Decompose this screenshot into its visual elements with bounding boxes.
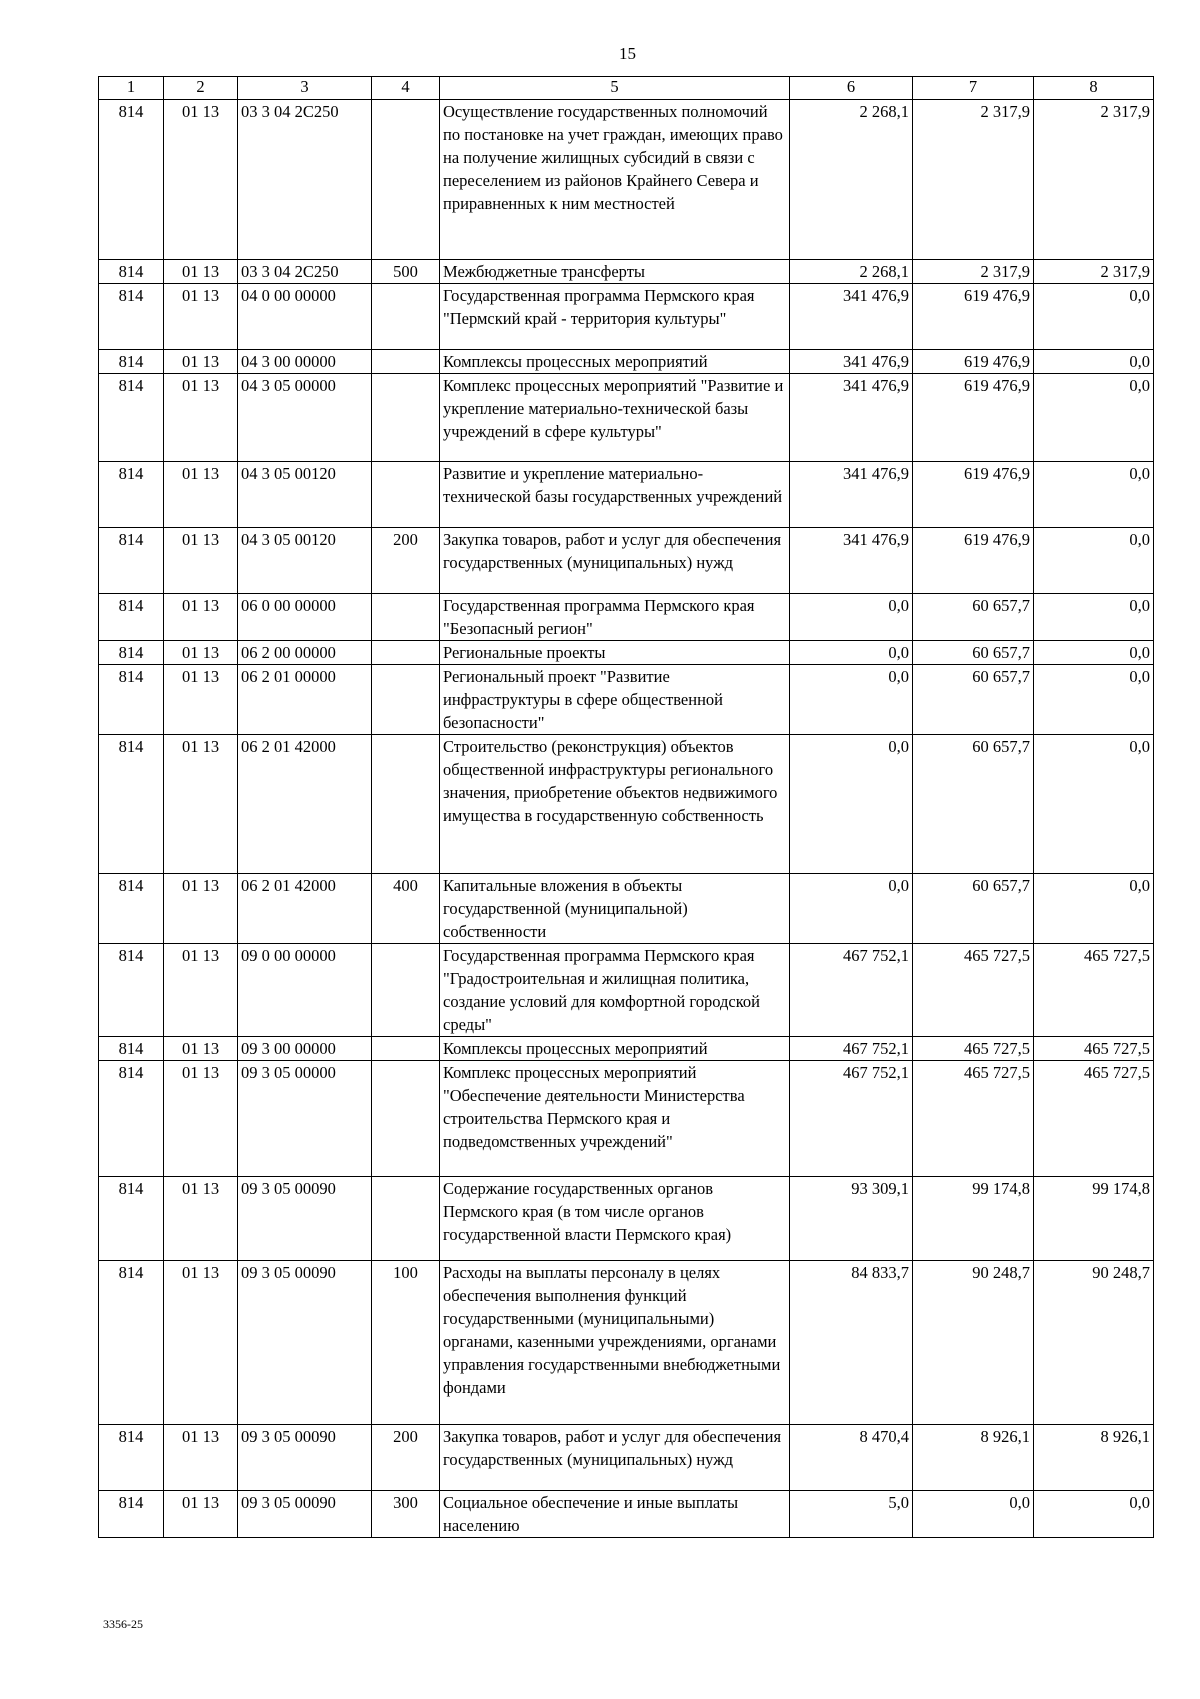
amount-col8: 0,0	[1034, 374, 1154, 462]
amount-col6: 467 752,1	[790, 944, 913, 1037]
item-name: Осуществление государственных полномочий по постановке на учет граждан, имеющих право на получение жилищных субсидий в связи с переселением из районов Крайнего Севера и приравненных к ним местностей	[440, 100, 790, 260]
table-row	[99, 735, 1154, 874]
budget-code: 814	[99, 260, 164, 284]
table-row	[99, 1177, 1154, 1261]
expense-type-code	[372, 641, 440, 665]
amount-col8: 0,0	[1034, 874, 1154, 944]
item-name: Капитальные вложения в объекты государственной (муниципальной) собственности	[440, 874, 790, 944]
expense-type-code	[372, 1037, 440, 1061]
expense-type-code	[372, 1061, 440, 1177]
section-code: 01 13	[164, 874, 238, 944]
section-code: 01 13	[164, 665, 238, 735]
budget-code: 814	[99, 1491, 164, 1538]
table-row	[99, 594, 1154, 641]
item-name: Закупка товаров, работ и услуг для обеспечения государственных (муниципальных) нужд	[440, 1425, 790, 1491]
budget-code: 814	[99, 374, 164, 462]
expense-type-code	[372, 735, 440, 874]
amount-col6: 5,0	[790, 1491, 913, 1538]
amount-col8: 0,0	[1034, 462, 1154, 528]
page-number: 15	[619, 44, 636, 63]
amount-col6: 2 268,1	[790, 260, 913, 284]
target-article-code: 09 3 05 00090	[238, 1261, 372, 1425]
budget-code: 814	[99, 665, 164, 735]
column-header: 7	[913, 77, 1034, 100]
target-article-code: 09 3 00 00000	[238, 1037, 372, 1061]
amount-col6: 0,0	[790, 874, 913, 944]
amount-col6: 341 476,9	[790, 350, 913, 374]
expense-type-code: 200	[372, 528, 440, 594]
budget-code: 814	[99, 350, 164, 374]
item-name: Государственная программа Пермского края "Безопасный регион"	[440, 594, 790, 641]
expense-type-code	[372, 1177, 440, 1261]
amount-col6: 341 476,9	[790, 528, 913, 594]
table-header-row	[99, 77, 1154, 100]
amount-col7: 619 476,9	[913, 374, 1034, 462]
item-name: Региональный проект "Развитие инфраструктуры в сфере общественной безопасности"	[440, 665, 790, 735]
item-name: Комплексы процессных мероприятий	[440, 1037, 790, 1061]
budget-code: 814	[99, 944, 164, 1037]
budget-code: 814	[99, 284, 164, 350]
section-code: 01 13	[164, 1037, 238, 1061]
table-row	[99, 1061, 1154, 1177]
item-name: Расходы на выплаты персоналу в целях обеспечения выполнения функций государственными (муниципальными) органами, казенными учреждениями, органами управления государственными внебюджетными фондами	[440, 1261, 790, 1425]
section-code: 01 13	[164, 641, 238, 665]
amount-col8: 0,0	[1034, 528, 1154, 594]
target-article-code: 09 0 00 00000	[238, 944, 372, 1037]
table-row	[99, 462, 1154, 528]
budget-table	[98, 76, 1154, 1538]
budget-code: 814	[99, 874, 164, 944]
table-row	[99, 665, 1154, 735]
item-name: Государственная программа Пермского края "Пермский край - территория культуры"	[440, 284, 790, 350]
item-name: Межбюджетные трансферты	[440, 260, 790, 284]
section-code: 01 13	[164, 528, 238, 594]
amount-col6: 341 476,9	[790, 374, 913, 462]
section-code: 01 13	[164, 284, 238, 350]
table-row	[99, 100, 1154, 260]
amount-col8: 8 926,1	[1034, 1425, 1154, 1491]
table-row	[99, 374, 1154, 462]
target-article-code: 06 2 01 42000	[238, 735, 372, 874]
expense-type-code	[372, 944, 440, 1037]
table-row	[99, 350, 1154, 374]
amount-col6: 84 833,7	[790, 1261, 913, 1425]
amount-col6: 341 476,9	[790, 284, 913, 350]
amount-col7: 60 657,7	[913, 735, 1034, 874]
target-article-code: 09 3 05 00090	[238, 1177, 372, 1261]
section-code: 01 13	[164, 260, 238, 284]
amount-col7: 2 317,9	[913, 100, 1034, 260]
amount-col8: 0,0	[1034, 665, 1154, 735]
target-article-code: 09 3 05 00090	[238, 1425, 372, 1491]
section-code: 01 13	[164, 1261, 238, 1425]
expense-type-code: 200	[372, 1425, 440, 1491]
target-article-code: 06 2 01 42000	[238, 874, 372, 944]
amount-col8: 2 317,9	[1034, 260, 1154, 284]
column-header: 4	[372, 77, 440, 100]
item-name: Социальное обеспечение и иные выплаты населению	[440, 1491, 790, 1538]
table-row	[99, 260, 1154, 284]
amount-col7: 60 657,7	[913, 874, 1034, 944]
target-article-code: 04 3 00 00000	[238, 350, 372, 374]
table-row	[99, 874, 1154, 944]
amount-col7: 2 317,9	[913, 260, 1034, 284]
target-article-code: 04 3 05 00120	[238, 462, 372, 528]
budget-code: 814	[99, 462, 164, 528]
expense-type-code	[372, 462, 440, 528]
budget-code: 814	[99, 594, 164, 641]
section-code: 01 13	[164, 462, 238, 528]
amount-col7: 90 248,7	[913, 1261, 1034, 1425]
budget-code: 814	[99, 100, 164, 260]
amount-col7: 60 657,7	[913, 641, 1034, 665]
expense-type-code	[372, 594, 440, 641]
amount-col8: 90 248,7	[1034, 1261, 1154, 1425]
section-code: 01 13	[164, 594, 238, 641]
expense-type-code: 400	[372, 874, 440, 944]
amount-col7: 60 657,7	[913, 665, 1034, 735]
amount-col6: 8 470,4	[790, 1425, 913, 1491]
amount-col7: 465 727,5	[913, 944, 1034, 1037]
section-code: 01 13	[164, 944, 238, 1037]
amount-col7: 0,0	[913, 1491, 1034, 1538]
column-header: 8	[1034, 77, 1154, 100]
expense-type-code	[372, 350, 440, 374]
table-row	[99, 641, 1154, 665]
item-name: Закупка товаров, работ и услуг для обеспечения государственных (муниципальных) нужд	[440, 528, 790, 594]
amount-col8: 0,0	[1034, 594, 1154, 641]
amount-col7: 60 657,7	[913, 594, 1034, 641]
expense-type-code: 500	[372, 260, 440, 284]
expense-type-code	[372, 374, 440, 462]
target-article-code: 04 3 05 00120	[238, 528, 372, 594]
column-header: 2	[164, 77, 238, 100]
amount-col6: 0,0	[790, 665, 913, 735]
budget-code: 814	[99, 1061, 164, 1177]
section-code: 01 13	[164, 1425, 238, 1491]
item-name: Строительство (реконструкция) объектов общественной инфраструктуры регионального значения, приобретение объектов недвижимого имущества в государственную собственность	[440, 735, 790, 874]
amount-col8: 0,0	[1034, 735, 1154, 874]
table-body	[99, 100, 1154, 1538]
amount-col8: 0,0	[1034, 641, 1154, 665]
amount-col6: 467 752,1	[790, 1037, 913, 1061]
target-article-code: 06 0 00 00000	[238, 594, 372, 641]
section-code: 01 13	[164, 1491, 238, 1538]
budget-code: 814	[99, 641, 164, 665]
item-name: Содержание государственных органов Пермского края (в том числе органов государственной власти Пермского края)	[440, 1177, 790, 1261]
budget-code: 814	[99, 1261, 164, 1425]
table-row	[99, 944, 1154, 1037]
budget-code: 814	[99, 528, 164, 594]
amount-col8: 465 727,5	[1034, 1061, 1154, 1177]
amount-col7: 619 476,9	[913, 350, 1034, 374]
section-code: 01 13	[164, 350, 238, 374]
expense-type-code	[372, 100, 440, 260]
amount-col7: 465 727,5	[913, 1037, 1034, 1061]
item-name: Комплексы процессных мероприятий	[440, 350, 790, 374]
section-code: 01 13	[164, 1061, 238, 1177]
budget-code: 814	[99, 1037, 164, 1061]
amount-col7: 465 727,5	[913, 1061, 1034, 1177]
target-article-code: 04 3 05 00000	[238, 374, 372, 462]
amount-col7: 619 476,9	[913, 528, 1034, 594]
item-name: Комплекс процессных мероприятий "Обеспечение деятельности Министерства строительства Пермского края и подведомственных учреждений"	[440, 1061, 790, 1177]
budget-code: 814	[99, 1425, 164, 1491]
section-code: 01 13	[164, 735, 238, 874]
amount-col6: 0,0	[790, 735, 913, 874]
item-name: Развитие и укрепление материально-технической базы государственных учреждений	[440, 462, 790, 528]
amount-col6: 93 309,1	[790, 1177, 913, 1261]
amount-col6: 341 476,9	[790, 462, 913, 528]
expense-type-code	[372, 284, 440, 350]
amount-col8: 465 727,5	[1034, 944, 1154, 1037]
expense-type-code: 300	[372, 1491, 440, 1538]
amount-col6: 0,0	[790, 594, 913, 641]
section-code: 01 13	[164, 100, 238, 260]
table-row	[99, 284, 1154, 350]
amount-col8: 0,0	[1034, 350, 1154, 374]
column-header: 1	[99, 77, 164, 100]
amount-col7: 619 476,9	[913, 284, 1034, 350]
amount-col8: 465 727,5	[1034, 1037, 1154, 1061]
section-code: 01 13	[164, 1177, 238, 1261]
table-row	[99, 1425, 1154, 1491]
amount-col6: 2 268,1	[790, 100, 913, 260]
table-row	[99, 1491, 1154, 1538]
expense-type-code: 100	[372, 1261, 440, 1425]
table-row	[99, 528, 1154, 594]
budget-code: 814	[99, 735, 164, 874]
table-row	[99, 1261, 1154, 1425]
amount-col6: 0,0	[790, 641, 913, 665]
target-article-code: 06 2 00 00000	[238, 641, 372, 665]
amount-col7: 619 476,9	[913, 462, 1034, 528]
item-name: Государственная программа Пермского края "Градостроительная и жилищная политика, создание условий для комфортной городской среды"	[440, 944, 790, 1037]
section-code: 01 13	[164, 374, 238, 462]
target-article-code: 03 3 04 2С250	[238, 260, 372, 284]
item-name: Комплекс процессных мероприятий "Развитие и укрепление материально-технической базы учреждений в сфере культуры"	[440, 374, 790, 462]
item-name: Региональные проекты	[440, 641, 790, 665]
document-code: 3356-25	[103, 1617, 143, 1631]
target-article-code: 04 0 00 00000	[238, 284, 372, 350]
target-article-code: 09 3 05 00090	[238, 1491, 372, 1538]
target-article-code: 09 3 05 00000	[238, 1061, 372, 1177]
table-row	[99, 1037, 1154, 1061]
budget-code: 814	[99, 1177, 164, 1261]
amount-col8: 2 317,9	[1034, 100, 1154, 260]
amount-col8: 0,0	[1034, 1491, 1154, 1538]
amount-col8: 99 174,8	[1034, 1177, 1154, 1261]
column-header: 5	[440, 77, 790, 100]
column-header: 3	[238, 77, 372, 100]
amount-col6: 467 752,1	[790, 1061, 913, 1177]
target-article-code: 06 2 01 00000	[238, 665, 372, 735]
amount-col7: 99 174,8	[913, 1177, 1034, 1261]
target-article-code: 03 3 04 2С250	[238, 100, 372, 260]
amount-col7: 8 926,1	[913, 1425, 1034, 1491]
expense-type-code	[372, 665, 440, 735]
amount-col8: 0,0	[1034, 284, 1154, 350]
column-header: 6	[790, 77, 913, 100]
